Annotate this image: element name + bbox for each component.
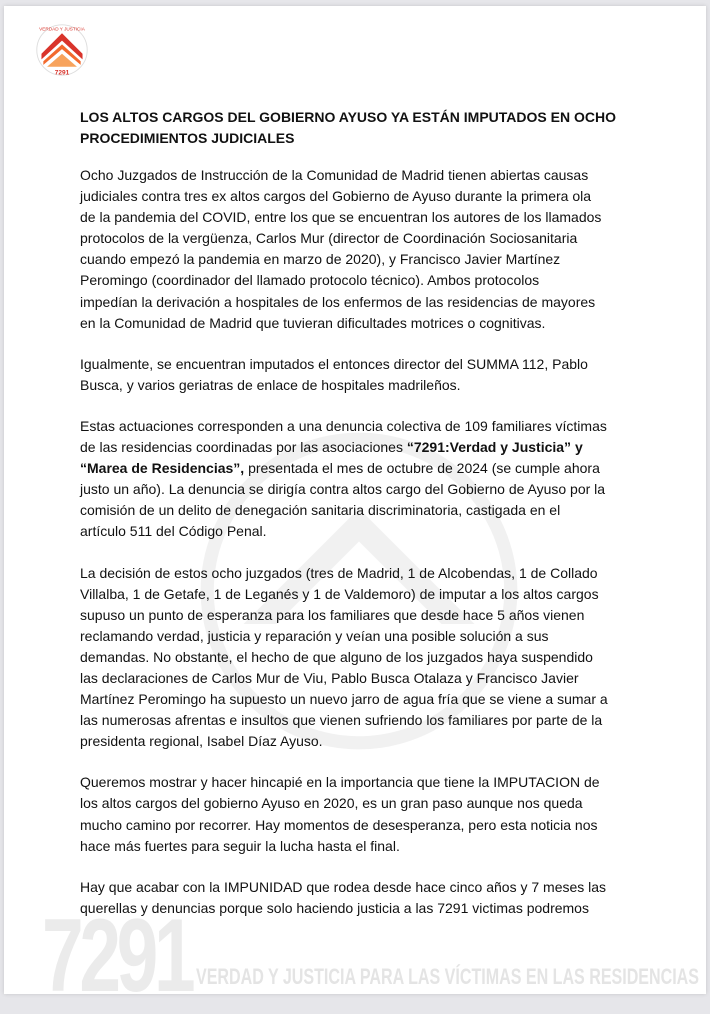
text-line [80,186,608,207]
text-line [80,668,608,689]
text-line [80,292,608,313]
text-line [80,731,608,752]
text-line [80,249,608,270]
text-segment: los altos cargos del gobierno Ayuso en 2020, es un gran paso aunque nos queda [80,795,583,812]
text-line [80,626,608,647]
text-segment: Peromingo (coordinador del llamado protocolo técnico). Ambos protocolos [80,272,540,289]
text-segment: artículo 511 del Código Penal. [80,523,267,540]
text-line [80,500,608,521]
text-line [80,584,608,605]
text-line [80,793,608,814]
text-segment: protocolos de la vergüenza, Carlos Mur (director de Coordinación Sociosanitaria [80,230,578,247]
text-line [80,836,608,857]
paragraph [80,354,608,396]
text-segment: presentada el mes de octubre de 2024 (se cumple ahora [244,460,600,477]
text-line [80,815,608,836]
text-line [80,165,608,186]
document-page [4,6,706,1014]
text-line [80,772,608,793]
text-line [80,563,608,584]
text-segment: Villalba, 1 de Getafe, 1 de Leganés y 1 de Valdemoro) de imputar a los altos cargos [80,585,599,602]
text-line [80,207,608,228]
text-line [80,689,608,710]
text-segment: en la Comunidad de Madrid que tuvieran dificultades motrices o cognitivas. [80,314,546,331]
text-line [80,354,608,375]
text-segment: reclamando verdad, justicia y reparación y veían una posible solución a sus [80,627,549,644]
text-line [80,437,608,458]
text-line [80,313,608,334]
svg-text:VERDAD Y JUSTICIA: VERDAD Y JUSTICIA [39,26,85,32]
text-line [80,375,608,396]
text-segment: La decisión de estos ocho juzgados (tres de Madrid, 1 de Alcobendas, 1 de Collado [80,564,598,581]
text-line [80,521,608,542]
text-segment: Estas actuaciones corresponden a una denuncia colectiva de 109 familiares víctimas [80,417,607,434]
footer-watermark-number: 7291 [42,898,192,1014]
text-segment: de las residencias coordinadas por las asociaciones [80,439,407,456]
text-segment: supuso un punto de esperanza para los familiares que desde hace 5 años vienen [80,606,585,623]
text-segment: Martínez Peromingo ha supuesto un nuevo jarro de agua fría que se viene a sumar a [80,691,608,708]
bold-text: “7291:Verdad y Justicia” y [406,439,583,456]
svg-text:7291: 7291 [54,69,70,77]
paragraph [80,563,608,753]
text-line [80,710,608,731]
text-segment: las declaraciones de Carlos Mur de Viu, Pablo Busca Otalaza y Francisco Javier [80,669,579,686]
text-line [80,647,608,668]
text-segment: justo un año). La denuncia se dirigía contra altos cargo del Gobierno de Ayuso por la [80,481,606,498]
text-line [80,458,608,479]
text-segment: presidenta regional, Isabel Díaz Ayuso. [80,733,323,750]
bold-text: “Marea de Residencias”, [80,460,245,477]
verdad-y-justicia-logo-icon [34,22,90,78]
text-segment: Queremos mostrar y hacer hincapié en la importancia que tiene la IMPUTACION de [80,774,600,791]
paragraph [80,772,608,856]
text-segment: de la pandemia del COVID, entre los que se encuentran los autores de los llamados [80,209,602,226]
text-segment: Igualmente, se encuentran imputados el entonces director del SUMMA 112, Pablo [80,355,588,372]
text-segment: Ocho Juzgados de Instrucción de la Comunidad de Madrid tienen abiertas causas [80,167,589,183]
text-segment: demandas. No obstante, el hecho de que alguno de los juzgados haya suspendido [80,648,593,665]
text-line [80,877,608,898]
text-segment: hace más fuertes para seguir la lucha hasta el final. [80,837,400,854]
title-line: LOS ALTOS CARGOS DEL GOBIERNO AYUSO YA ESTÁN IMPUTADOS EN OCHO [80,109,616,125]
text-segment: impedían la derivación a hospitales de los enfermos de las residencias de mayores [80,293,596,310]
text-segment: las numerosas afrentas e insultos que vienen sufriendo los familiares por parte de la [80,712,603,729]
footer-watermark-slogan: VERDAD Y JUSTICIA PARA LAS VÍCTIMAS EN LAS RESIDENCIAS [196,964,699,989]
paragraph [80,416,608,543]
text-segment: Busca, y varios geriatras de enlace de hospitales madrileños. [80,376,461,393]
text-line [80,228,608,249]
text-segment: judiciales contra tres ex altos cargos del Gobierno de Ayuso durante la primera ola [80,188,592,205]
paragraph [80,165,608,334]
text-segment: comisión de un delito de denegación sanitaria discriminatoria, castigada en el [80,502,561,519]
text-line [80,479,608,500]
text-segment: cuando empezó la pandemia en marzo de 2020), y Francisco Javier Martínez [80,251,561,268]
text-line [80,270,608,291]
text-line [80,605,608,626]
document-body [80,165,608,939]
title-line: PROCEDIMIENTOS JUDICIALES [80,130,295,146]
text-segment: querellas y denuncias porque solo haciendo justicia a las 7291 victimas podremos [80,899,589,916]
text-segment: mucho camino por recorrer. Hay momentos de desesperanza, pero esta noticia nos [80,816,598,833]
text-segment: Hay que acabar con la IMPUNIDAD que rodea desde hace cinco años y 7 meses las [80,878,607,895]
document-title [80,107,616,149]
text-line [80,416,608,437]
